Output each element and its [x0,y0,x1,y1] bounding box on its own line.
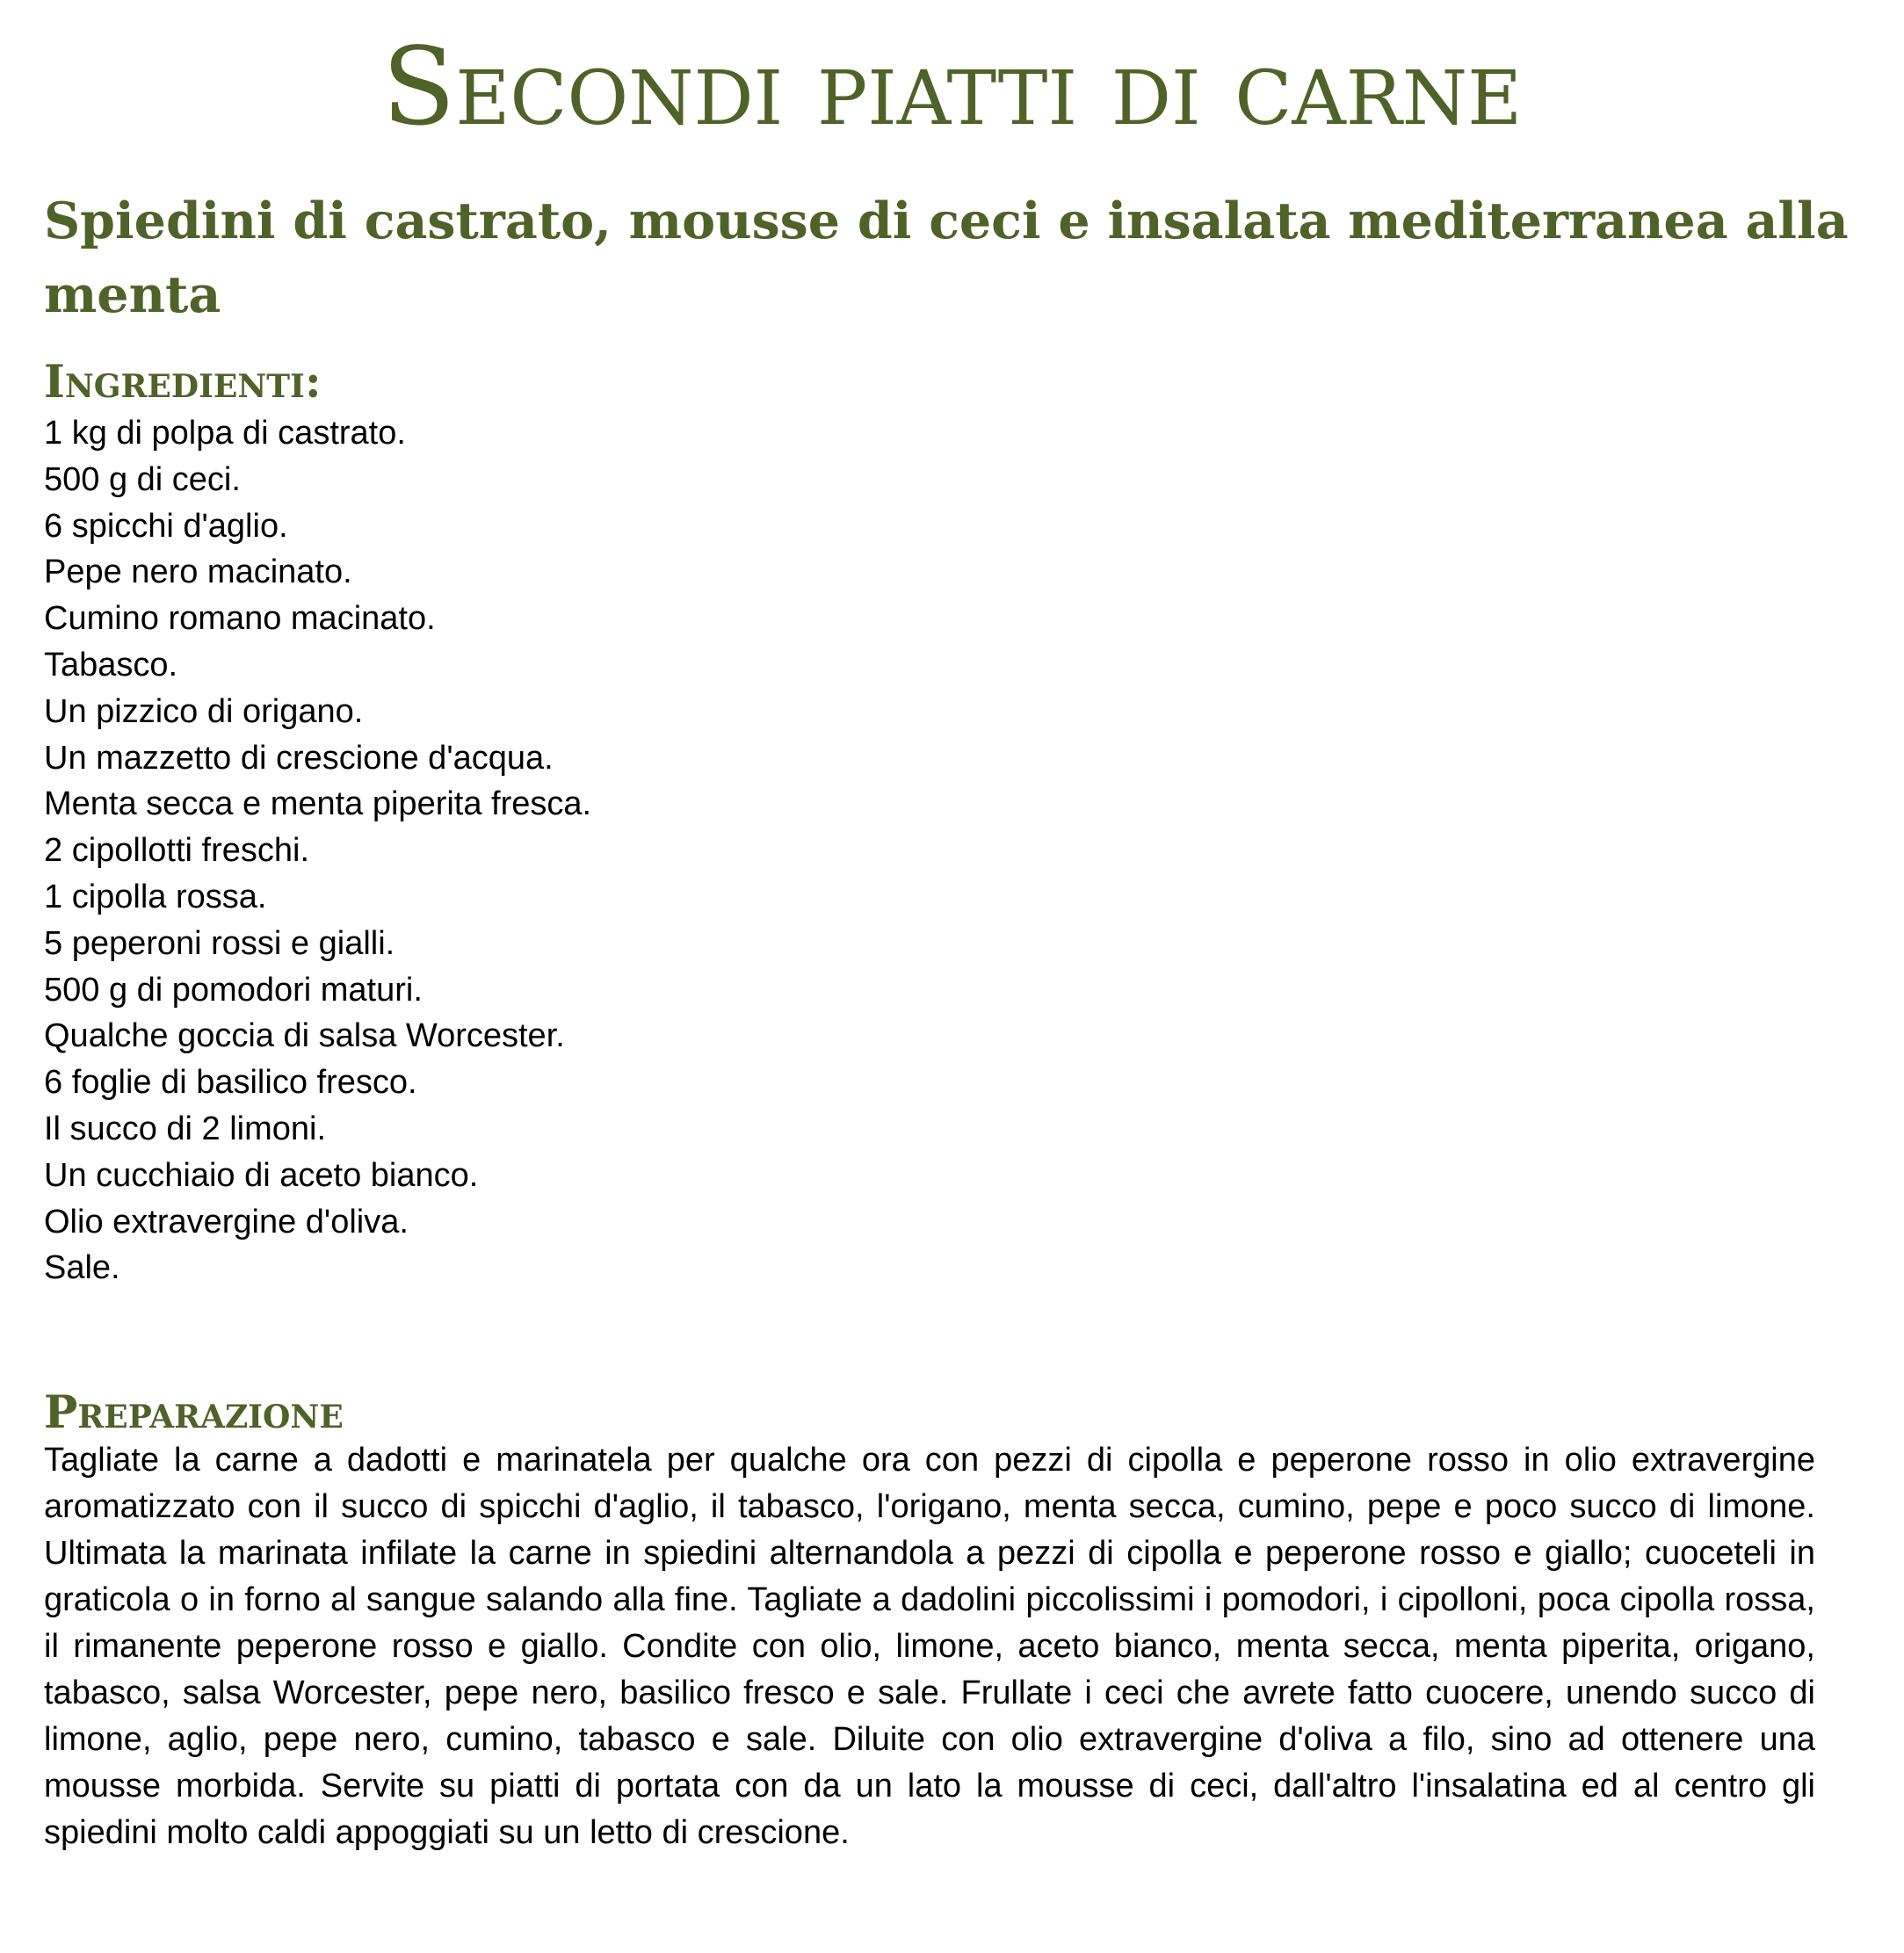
ingredient-item: Un pizzico di origano. [44,692,364,730]
ingredient-item: Pepe nero macinato. [44,553,352,591]
ingredient-item: 6 foglie di basilico fresco. [44,1064,417,1102]
ingredient-item: Cumino romano macinato. [44,600,436,638]
ingredient-item: 500 g di pomodori maturi. [44,971,423,1009]
page-title: Secondi piatti di carne [381,25,1523,149]
ingredient-item: 500 g di ceci. [44,460,241,498]
ingredient-item: Qualche goccia di salsa Worcester. [44,1017,565,1055]
preparation-heading: Preparazione [44,1386,344,1439]
ingredient-item: Un cucchiaio di aceto bianco. [44,1156,479,1194]
ingredient-item: Un mazzetto di crescione d'acqua. [44,739,554,777]
ingredient-item: 5 peperoni rossi e gialli. [44,924,395,962]
ingredient-item: Menta secca e menta piperita fresca. [44,785,592,823]
ingredient-item: 1 cipolla rossa. [44,878,267,915]
ingredient-item: Il succo di 2 limoni. [44,1110,327,1147]
ingredients-list [44,410,591,1291]
ingredient-item: Olio extravergine d'oliva. [44,1203,409,1241]
ingredient-item: 2 cipollotti freschi. [44,832,310,870]
ingredient-item: 1 kg di polpa di castrato. [44,415,406,452]
recipe-title: Spiedini di castrato, mousse di ceci e insalata mediterranea alla menta [44,192,1849,324]
ingredient-item: Tabasco. [44,646,178,684]
preparation-paragraph: Tagliate la carne a dadotti e marinatela per qualche ora con pezzi di cipolla e peperone rosso in olio extravergine aromatizzato con il succo di spicchi d'aglio, il tabasco, l'origano, menta secca, cumino, pepe e poco succo di limone. Ultimata la marinata infilate la carne in spiedini alternandola a pezzi di cipolla e peperone rosso e giallo; cuoceteli in graticola o in forno al sangue salando alla fine. Tagliate a dadolini piccolissimi i pomodori, i cipolloni, poca cipolla rossa, il rimanente peperone rosso e giallo. Condite con olio, limone, aceto bianco, menta secca, menta piperita, origano, tabasco, salsa Worcester, pepe nero, basilico fresco e sale. Frullate i ceci che avrete fatto cuocere, unendo succo di limone, aglio, pepe nero, cumino, tabasco e sale. Diluite con olio extravergine d'oliva a filo, sino ad ottenere una mousse morbida. Servite su piatti di portata con da un lato la mousse di ceci, dall'altro l'insalatina ed al centro gli spiedini molto caldi appoggiati su un letto di crescione. [44,1442,1815,1851]
ingredients-heading: Ingredienti: [44,356,322,409]
ingredient-item: Sale. [44,1249,120,1287]
ingredient-item: 6 spicchi d'aglio. [44,507,288,545]
